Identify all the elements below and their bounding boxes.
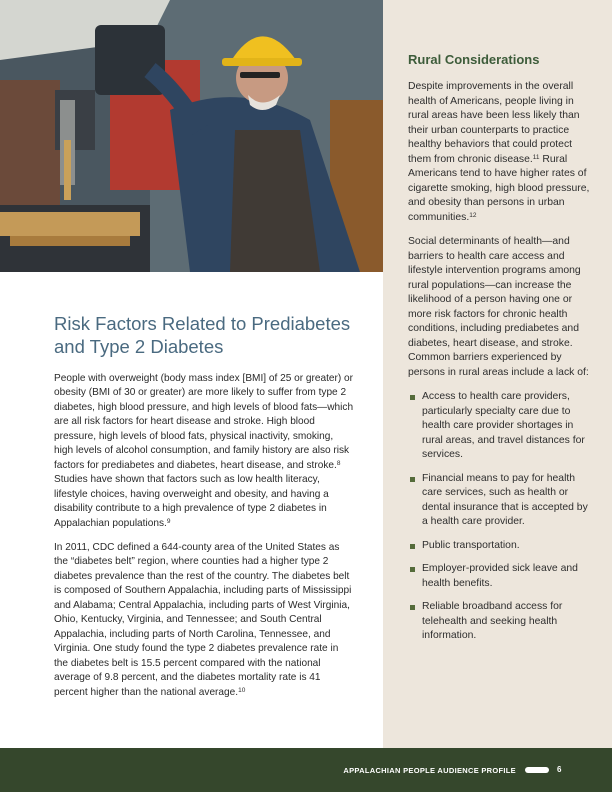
sidebar-paragraph-1 <box>408 80 596 225</box>
article-title: Risk Factors Related to Prediabetes and Type 2 Diabetes <box>54 313 351 357</box>
article-paragraph-2 <box>54 541 354 700</box>
sidebar-paragraph-2: Social determinants of health—and barriers to health care access and lifestyle intervention programs among rural populations—can increase the likelihood of a person having one or more risk factors for chronic health conditions, including prediabetes and diabetes, heart disease, and stroke. Common barriers experienced by persons in rural areas include a lack of: <box>408 236 589 378</box>
p2-text: In 2011, CDC defined a 644-county area of the United States as the “diabetes belt” region, where counties had a higher type 2 diabetes prevalence than the rest of the country. The diabetes belt is composed of Southern Appalachia, including parts of Mississippi and Alabama; Central Appalachia, including parts of West Virginia, Ohio, Kentucky, Virginia, and Tennessee; and South Central Appalachia, including parts of North Carolina, Tennessee, and Virginia. One study found the type 2 diabetes prevalence rate in the diabetes belt is 15.5 percent compared with the national average of 9.8 percent, and the diabetes mortality rate is 41 percent higher than the national average. <box>54 541 352 698</box>
list-item <box>408 539 596 554</box>
footer-label: APPALACHIAN PEOPLE AUDIENCE PROFILE <box>343 766 516 775</box>
brush-stroke-icon <box>525 767 549 773</box>
citation-9: 9 <box>166 517 171 525</box>
list-item-text: Public transportation. <box>422 539 520 551</box>
citation-11: 11 <box>532 153 540 161</box>
list-item-text: Reliable broadband access for telehealth and seeking health information. <box>422 601 563 641</box>
list-item-text: Employer-provided sick leave and health benefits. <box>422 563 578 589</box>
page-footer <box>0 748 612 792</box>
article-paragraph-1 <box>54 372 354 531</box>
p1-text-a: People with overweight (body mass index [BMI] of 25 or greater) or obesity (BMI of 30 or greater) are more likely to suffer from type 2 diabetes, high blood pressure, and high levels of blood fats—which are all risk factors for heart disease and stroke. High blood pressure, high levels of blood fats, physical inactivity, smoking, high levels of alcohol consumption, and family history are also risk factors for prediabetes and diabetes, heart disease, and stroke. <box>54 373 354 471</box>
sp1-text-a: Despite improvements in the overall health of Americans, people living in rural areas have been less likely than their urban counterparts to practice healthy behaviors that could protect them from chronic disease. <box>408 81 580 165</box>
square-bullet-icon <box>410 544 415 549</box>
square-bullet-icon <box>410 605 415 610</box>
list-item-text: Financial means to pay for health care services, such as health or dental insurance that is accepted by a health care provider. <box>422 472 588 527</box>
citation-8: 8 <box>336 459 341 467</box>
citation-12: 12 <box>469 211 477 219</box>
list-item-text: Access to health care providers, particularly specialty care due to health care provider shortages in rural areas, and travel distances for services. <box>422 391 585 460</box>
sp1-text-b: Rural Americans tend to have higher rates of cigarette smoking, high blood pressure, and obesity than persons in urban communities. <box>408 153 590 223</box>
hero-photo <box>0 0 383 272</box>
page-number: 6 <box>557 765 562 774</box>
rural-considerations-sidebar <box>383 0 612 748</box>
list-item <box>408 472 596 530</box>
barrier-list <box>408 390 596 644</box>
list-item <box>408 390 596 463</box>
citation-10: 10 <box>238 686 246 694</box>
square-bullet-icon <box>410 395 415 400</box>
p1-text-b: Studies have shown that factors such as low health literacy, lifestyle choices, having overweight and obesity, and having a disability contribute to a high prevalence of type 2 diabetes in Appalachian populations. <box>54 474 329 529</box>
square-bullet-icon <box>410 477 415 482</box>
list-item <box>408 600 596 644</box>
worker-drill-press-illustration <box>0 0 383 272</box>
sidebar-title: Rural Considerations <box>408 52 540 67</box>
square-bullet-icon <box>410 567 415 572</box>
list-item <box>408 562 596 591</box>
main-article <box>54 312 354 710</box>
